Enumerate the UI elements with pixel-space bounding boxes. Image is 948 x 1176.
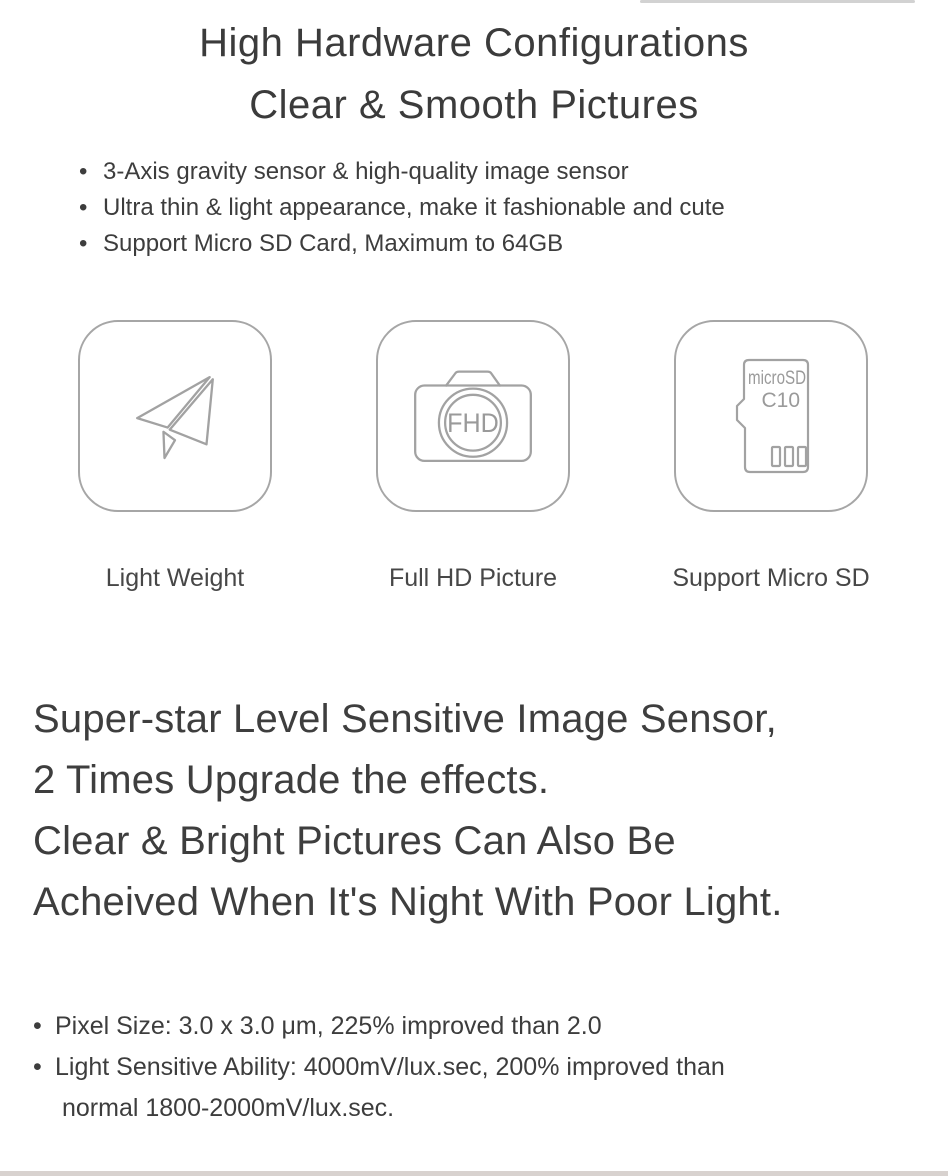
title-line-1: High Hardware Configurations <box>199 21 749 65</box>
statement-line-1: Super-star Level Sensitive Image Sensor, <box>33 697 777 741</box>
card-label: Support Micro SD <box>672 564 870 592</box>
camera-fhd-icon <box>412 369 534 464</box>
feature-bullet: • Ultra thin & light appearance, make it fashionable and cute <box>79 190 725 226</box>
title-line-2: Clear & Smooth Pictures <box>249 83 699 127</box>
sensor-statement <box>33 689 933 933</box>
icon-box <box>376 320 570 512</box>
spec-bullet-text: Pixel Size: 3.0 x 3.0 μm, 225% improved than 2.0 <box>55 1012 602 1040</box>
feature-card-full-hd <box>376 320 570 594</box>
statement-line-3: Clear & Bright Pictures Can Also Be <box>33 819 676 863</box>
feature-bullet-list <box>79 154 725 262</box>
feature-card-light-weight <box>78 320 272 594</box>
statement-line-2: 2 Times Upgrade the effects. <box>33 758 550 802</box>
spec-bullet-text-continued: normal 1800-2000mV/lux.sec. <box>62 1094 395 1122</box>
microsd-card-icon <box>727 357 815 475</box>
paper-plane-icon <box>112 353 238 479</box>
spec-bullet <box>33 1047 725 1129</box>
icon-box <box>78 320 272 512</box>
spec-bullet-list <box>33 1006 725 1129</box>
bottom-section-divider <box>0 1171 948 1176</box>
statement-line-4: Acheived When It's Night With Poor Light. <box>33 880 783 924</box>
feature-card-micro-sd <box>674 320 868 594</box>
section-title <box>0 12 948 136</box>
feature-bullet: • Support Micro SD Card, Maximum to 64GB <box>79 226 725 262</box>
microsd-class-label: C10 <box>761 389 800 412</box>
card-label: Light Weight <box>105 564 245 592</box>
feature-bullet: • 3-Axis gravity sensor & high-quality image sensor <box>79 154 725 190</box>
spec-bullet <box>33 1006 725 1047</box>
camera-lens-label: FHD <box>447 407 499 438</box>
feature-card-row <box>78 320 868 594</box>
card-label: Full HD Picture <box>388 564 558 592</box>
top-edge-artifact <box>640 0 915 3</box>
icon-box <box>674 320 868 512</box>
microsd-label: microSD <box>748 368 806 389</box>
spec-bullet-text: Light Sensitive Ability: 4000mV/lux.sec, 200% improved than <box>55 1053 725 1081</box>
